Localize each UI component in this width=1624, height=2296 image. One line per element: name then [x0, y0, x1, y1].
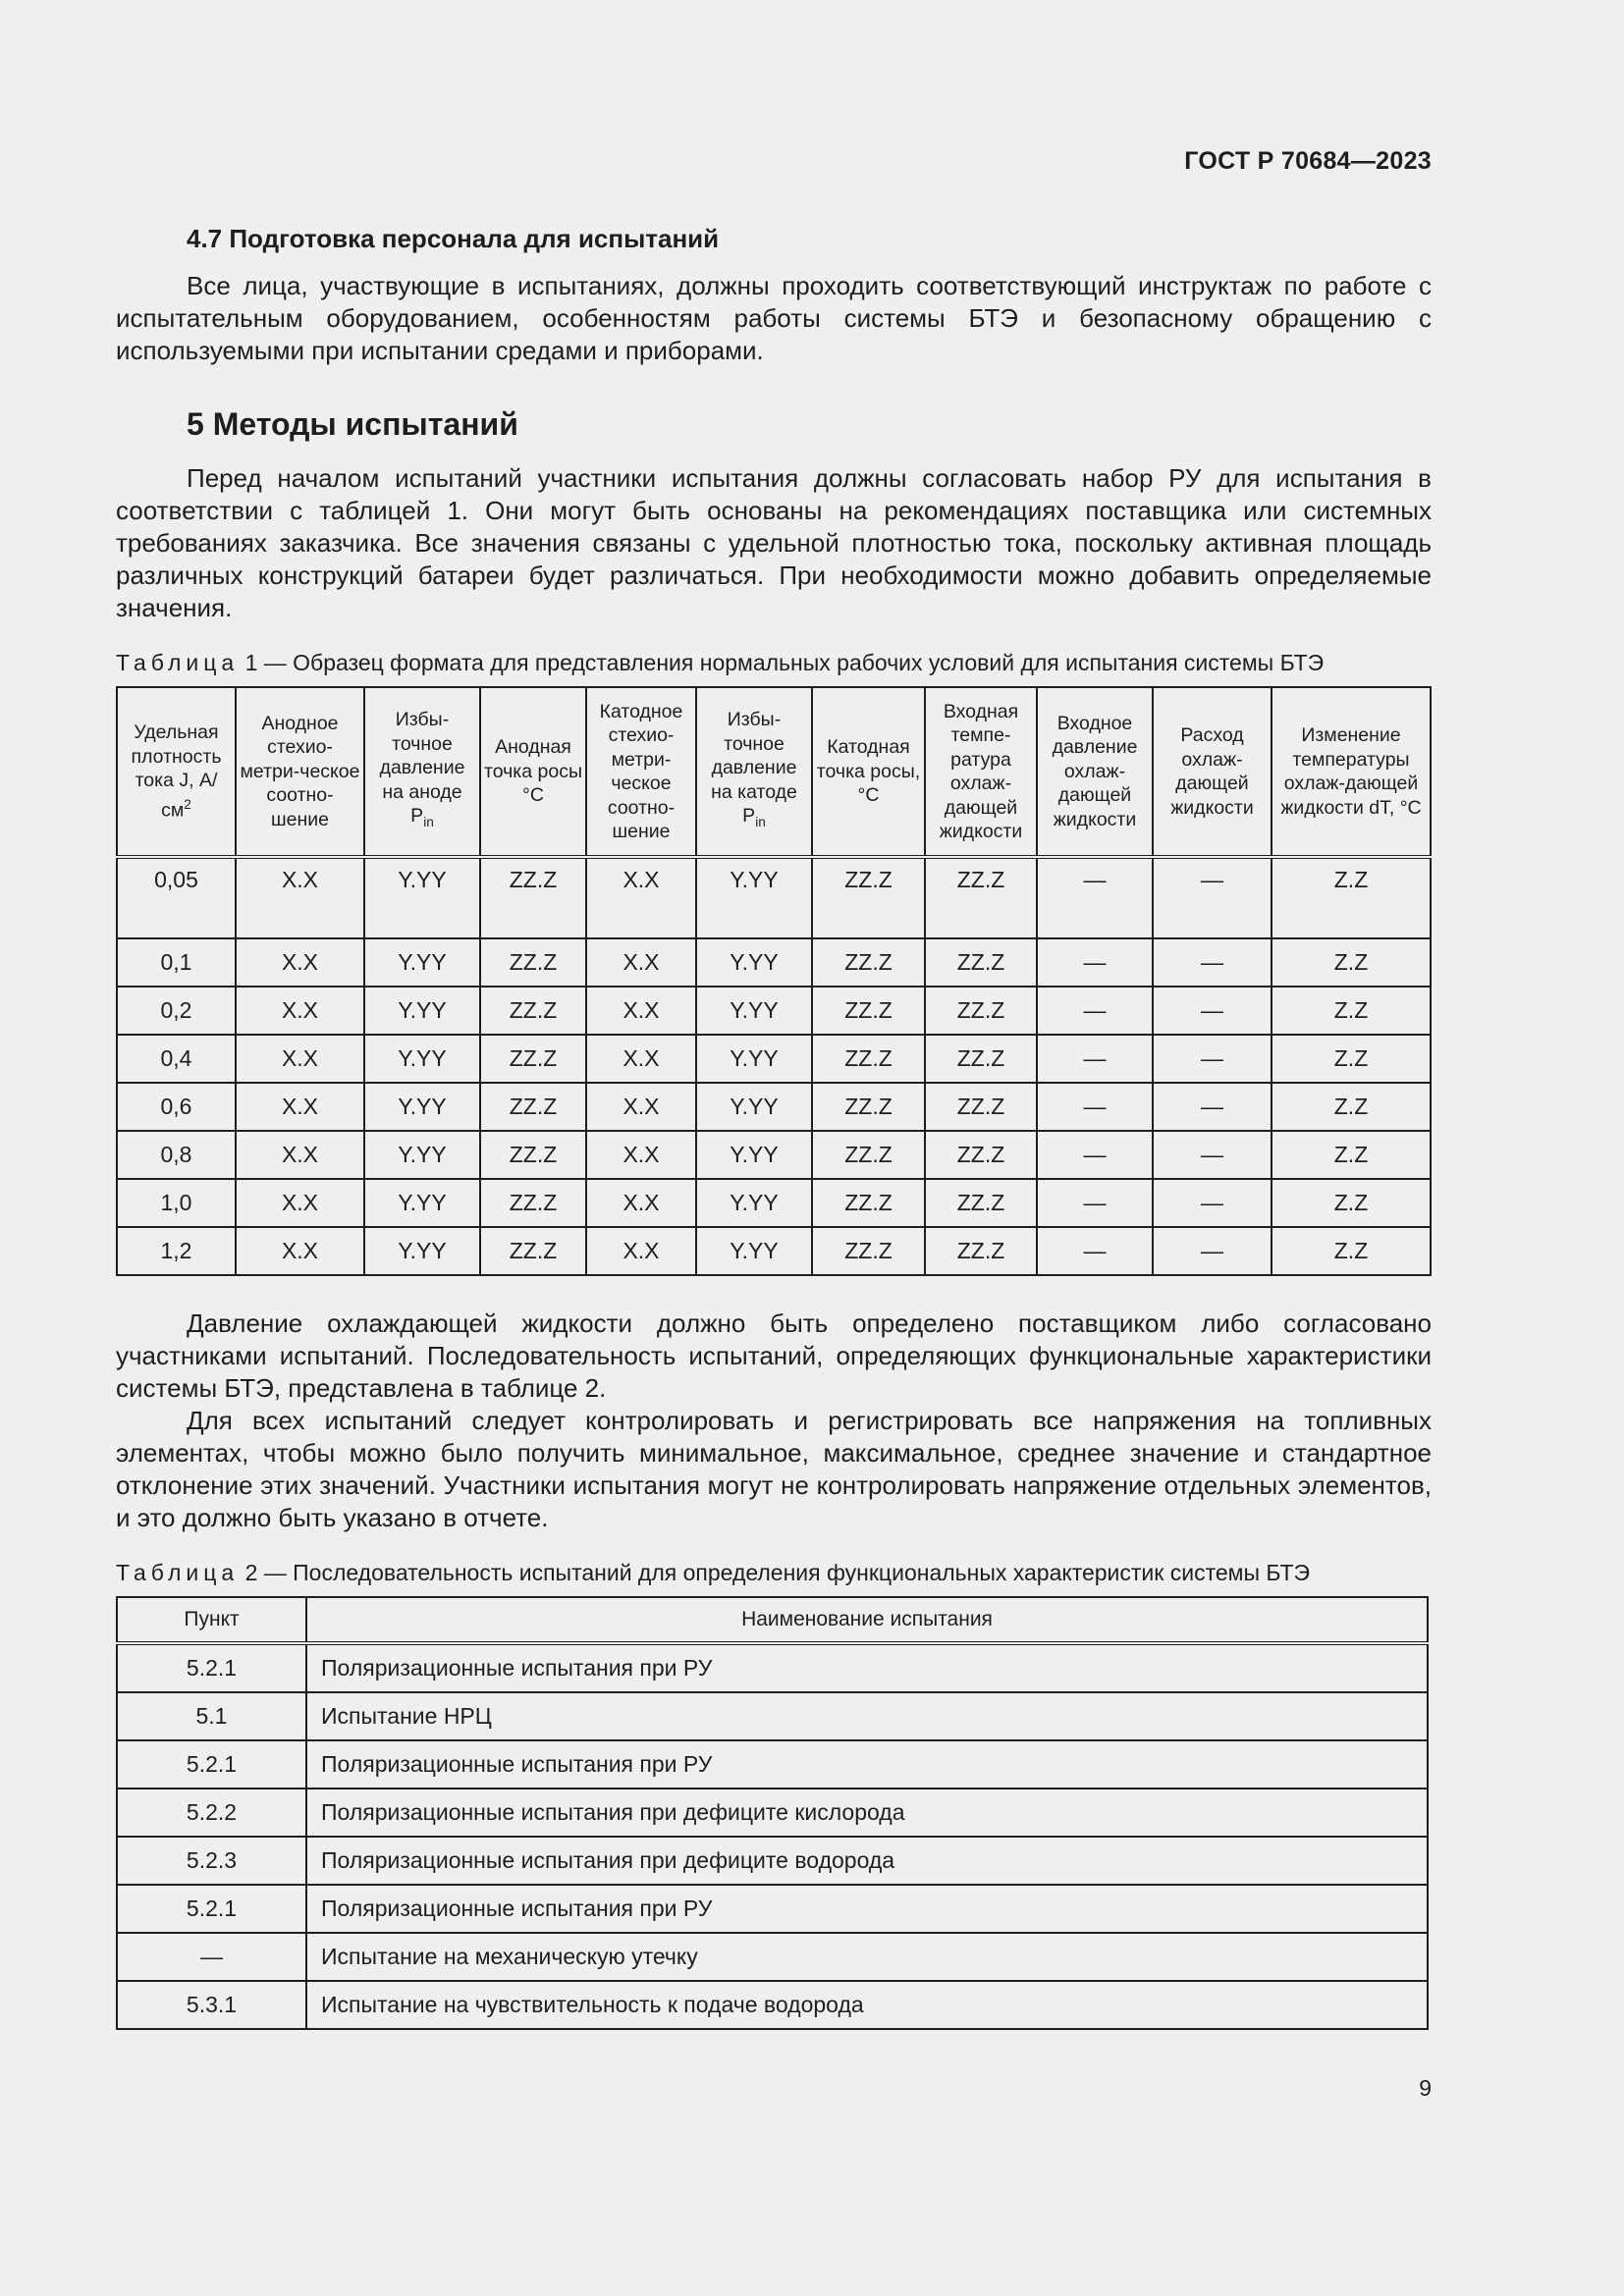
- table-cell: X.X: [586, 1035, 696, 1083]
- table-cell: X.X: [586, 1227, 696, 1275]
- table1-header-coolant-inlet-pressure: Входное давление охлаж-дающей жидкости: [1037, 687, 1153, 857]
- table-cell: 1,2: [117, 1227, 236, 1275]
- table-cell-point: 5.3.1: [117, 1981, 306, 2029]
- table-cell: ZZ.Z: [925, 1179, 1037, 1227]
- table2-header-row: [117, 1597, 1428, 1643]
- table-cell: ZZ.Z: [812, 1227, 925, 1275]
- table-row: [117, 1933, 1428, 1981]
- table-cell: Y.YY: [364, 857, 480, 938]
- table-cell: Z.Z: [1272, 987, 1431, 1035]
- table-cell-point: —: [117, 1933, 306, 1981]
- table-row: [117, 1227, 1431, 1275]
- table-cell: X.X: [236, 1131, 364, 1179]
- table-cell: —: [1153, 1179, 1272, 1227]
- table-cell: —: [1037, 857, 1153, 938]
- table-cell: ZZ.Z: [925, 1227, 1037, 1275]
- table-row: [117, 1885, 1428, 1933]
- table-row: [117, 1837, 1428, 1885]
- table-cell: —: [1037, 1227, 1153, 1275]
- table-row: [117, 1643, 1428, 1692]
- table-cell: ZZ.Z: [925, 1131, 1037, 1179]
- table-row: [117, 1083, 1431, 1131]
- table-cell: ZZ.Z: [480, 1179, 586, 1227]
- table-cell: ZZ.Z: [812, 1179, 925, 1227]
- table-cell: ZZ.Z: [925, 987, 1037, 1035]
- table-cell: X.X: [236, 987, 364, 1035]
- table-cell: 0,4: [117, 1035, 236, 1083]
- table-cell: X.X: [586, 1083, 696, 1131]
- table-cell: X.X: [586, 857, 696, 938]
- table-cell: ZZ.Z: [925, 1035, 1037, 1083]
- table-row: [117, 1740, 1428, 1789]
- table-cell: ZZ.Z: [480, 938, 586, 987]
- table-cell: —: [1037, 1035, 1153, 1083]
- table-cell: Y.YY: [696, 1179, 812, 1227]
- table-cell: Y.YY: [696, 1131, 812, 1179]
- table1-header-coolant-inlet-temp: Входная темпе-ратура охлаж-дающей жидкости: [925, 687, 1037, 857]
- table-cell: —: [1037, 1083, 1153, 1131]
- table-cell: X.X: [236, 1227, 364, 1275]
- table-cell: Z.Z: [1272, 857, 1431, 938]
- table-cell: Y.YY: [364, 987, 480, 1035]
- section-4-7-title: 4.7 Подготовка персонала для испытаний: [187, 224, 720, 253]
- table2-caption: [116, 1560, 1432, 1586]
- table-cell: Y.YY: [696, 1083, 812, 1131]
- table-cell: —: [1153, 1131, 1272, 1179]
- table-cell: Y.YY: [364, 1179, 480, 1227]
- table-cell: X.X: [236, 938, 364, 987]
- table-row: [117, 938, 1431, 987]
- table1-header-row: [117, 687, 1431, 857]
- table-cell-name: Испытание на чувствительность к подаче водорода: [306, 1981, 1428, 2029]
- table-cell: Y.YY: [364, 938, 480, 987]
- table-cell: Y.YY: [696, 987, 812, 1035]
- table-cell: Y.YY: [364, 1083, 480, 1131]
- document-id: ГОСТ Р 70684—2023: [1184, 147, 1432, 175]
- table-cell-point: 5.2.1: [117, 1740, 306, 1789]
- table-cell: ZZ.Z: [925, 1083, 1037, 1131]
- table-cell: —: [1153, 1083, 1272, 1131]
- table-cell-point: 5.1: [117, 1692, 306, 1740]
- table-cell-name: Поляризационные испытания при РУ: [306, 1643, 1428, 1692]
- table-cell: 0,2: [117, 987, 236, 1035]
- table-cell: X.X: [586, 938, 696, 987]
- table1-caption-label: Таблица: [116, 650, 240, 675]
- table-cell: ZZ.Z: [480, 1035, 586, 1083]
- table-cell: 0,1: [117, 938, 236, 987]
- table2-caption-label: Таблица: [116, 1560, 240, 1585]
- table-row: [117, 1981, 1428, 2029]
- table-cell: ZZ.Z: [812, 1131, 925, 1179]
- table-cell-point: 5.2.1: [117, 1643, 306, 1692]
- table-cell: 0,8: [117, 1131, 236, 1179]
- table-row: [117, 987, 1431, 1035]
- section-4-7-text: Все лица, участвующие в испытаниях, должны проходить соответствующий инструктаж по работе с испытательным оборудованием, особенностям работы системы БТЭ и безопасному обращению с используемыми при испытании средами и приборами.: [116, 271, 1432, 365]
- table-cell: Y.YY: [696, 857, 812, 938]
- table-cell: Y.YY: [696, 1035, 812, 1083]
- table2-header-name: Наименование испытания: [306, 1597, 1428, 1643]
- table-cell: —: [1037, 987, 1153, 1035]
- table-cell: ZZ.Z: [812, 1035, 925, 1083]
- table-row: [117, 1035, 1431, 1083]
- table-row: [117, 1131, 1431, 1179]
- table2-header-point: Пункт: [117, 1597, 306, 1643]
- table-cell: ZZ.Z: [812, 1083, 925, 1131]
- table1: [116, 686, 1432, 1276]
- table-cell-name: Испытание на механическую утечку: [306, 1933, 1428, 1981]
- table1-header-coolant-flow: Расход охлаж-дающей жидкости: [1153, 687, 1272, 857]
- page-number: 9: [1419, 2075, 1432, 2101]
- table-cell: X.X: [586, 1179, 696, 1227]
- paragraph-voltage-monitoring: Для всех испытаний следует контролировать и регистрировать все напряжения на топливных элементах, чтобы можно было получить минимальное, максимальное, среднее значение и стандартное отклонение этих значений. Участники испытания могут не контролировать напряжение отдельных элементов, и это должно быть указано в отчете.: [116, 1406, 1432, 1532]
- table-cell: X.X: [586, 1131, 696, 1179]
- table-cell-point: 5.2.2: [117, 1789, 306, 1837]
- table-cell: Y.YY: [364, 1227, 480, 1275]
- table-cell: Z.Z: [1272, 1083, 1431, 1131]
- table2-caption-text: 2 — Последовательность испытаний для определения функциональных характеристик системы БТЭ: [244, 1560, 1311, 1585]
- table-cell: X.X: [236, 1083, 364, 1131]
- table1-header-anode-pressure: Избы-точное давление на аноде $P_{in}$: [364, 687, 480, 857]
- table-cell: 1,0: [117, 1179, 236, 1227]
- table-cell: Z.Z: [1272, 1035, 1431, 1083]
- page-content: [116, 224, 1432, 2030]
- table-cell-name: Испытание НРЦ: [306, 1692, 1428, 1740]
- table-cell: ZZ.Z: [812, 987, 925, 1035]
- table1-header-cathode-dewpoint: Катодная точка росы, °С: [812, 687, 925, 857]
- table1-header-cathode-stoich: Катодное стехио-метри-ческое соотно-шение: [586, 687, 696, 857]
- table-cell: ZZ.Z: [480, 1131, 586, 1179]
- table-cell: ZZ.Z: [925, 938, 1037, 987]
- table-cell: ZZ.Z: [812, 857, 925, 938]
- table-cell: —: [1037, 938, 1153, 987]
- table-cell: Z.Z: [1272, 1227, 1431, 1275]
- table-cell: X.X: [586, 987, 696, 1035]
- table-cell: ZZ.Z: [925, 857, 1037, 938]
- table2: [116, 1596, 1429, 2030]
- table-cell-name: Поляризационные испытания при дефиците водорода: [306, 1837, 1428, 1885]
- table-cell: Z.Z: [1272, 1179, 1431, 1227]
- table-cell: Y.YY: [696, 1227, 812, 1275]
- table-cell: —: [1037, 1179, 1153, 1227]
- table-row: [117, 1692, 1428, 1740]
- table-cell: X.X: [236, 857, 364, 938]
- table-cell-name: Поляризационные испытания при РУ: [306, 1740, 1428, 1789]
- table-cell-name: Поляризационные испытания при дефиците кислорода: [306, 1789, 1428, 1837]
- paragraph-coolant-pressure: Давление охлаждающей жидкости должно быть определено поставщиком либо согласовано участниками испытаний. Последовательность испытаний, определяющих функциональные характеристики системы БТЭ, представлена в таблице 2.: [116, 1308, 1432, 1403]
- table-cell: 0,05: [117, 857, 236, 938]
- table-cell-point: 5.2.3: [117, 1837, 306, 1885]
- table-cell: ZZ.Z: [812, 938, 925, 987]
- table-cell: —: [1153, 987, 1272, 1035]
- section-5-text: Перед началом испытаний участники испытания должны согласовать набор РУ для испытания в соответствии с таблицей 1. Они могут быть основаны на рекомендациях поставщика или системных требованиях заказчика. Все значения связаны с удельной плотностью тока, поскольку активная площадь различных конструкций батареи будет различаться. При необходимости можно добавить определяемые значения.: [116, 463, 1432, 622]
- table1-caption-text: 1 — Образец формата для представления нормальных рабочих условий для испытания системы БТЭ: [244, 650, 1325, 675]
- table-cell: ZZ.Z: [480, 1083, 586, 1131]
- table-row: [117, 1179, 1431, 1227]
- table1-header-cathode-pressure: Избы-точное давление на катоде $P_{in}$: [696, 687, 812, 857]
- table-cell: —: [1037, 1131, 1153, 1179]
- table-cell: ZZ.Z: [480, 857, 586, 938]
- table-cell: Z.Z: [1272, 1131, 1431, 1179]
- table1-header-current-density: Удельная плотность тока J, $А/см^2$: [117, 687, 236, 857]
- table-cell: —: [1153, 938, 1272, 987]
- table-cell: X.X: [236, 1035, 364, 1083]
- table-row: [117, 1789, 1428, 1837]
- table-cell: 0,6: [117, 1083, 236, 1131]
- table-cell: ZZ.Z: [480, 987, 586, 1035]
- table-cell: Z.Z: [1272, 938, 1431, 987]
- table-row: [117, 857, 1431, 938]
- table-cell-name: Поляризационные испытания при РУ: [306, 1885, 1428, 1933]
- table-cell: —: [1153, 857, 1272, 938]
- table-cell: Y.YY: [364, 1131, 480, 1179]
- table-cell: ZZ.Z: [480, 1227, 586, 1275]
- table1-caption: [116, 650, 1432, 676]
- table1-header-coolant-temp-change: Изменение температуры охлаж-дающей жидкости dT, °С: [1272, 687, 1431, 857]
- table-cell: Y.YY: [364, 1035, 480, 1083]
- table-cell-point: 5.2.1: [117, 1885, 306, 1933]
- table-cell: X.X: [236, 1179, 364, 1227]
- table1-header-anode-dewpoint: Анодная точка росы °С: [480, 687, 586, 857]
- table1-header-anode-stoich: Анодное стехио-метри-ческое соотно-шение: [236, 687, 364, 857]
- section-5-title: 5 Методы испытаний: [187, 406, 518, 442]
- table-cell: —: [1153, 1035, 1272, 1083]
- table-cell: Y.YY: [696, 938, 812, 987]
- table-cell: —: [1153, 1227, 1272, 1275]
